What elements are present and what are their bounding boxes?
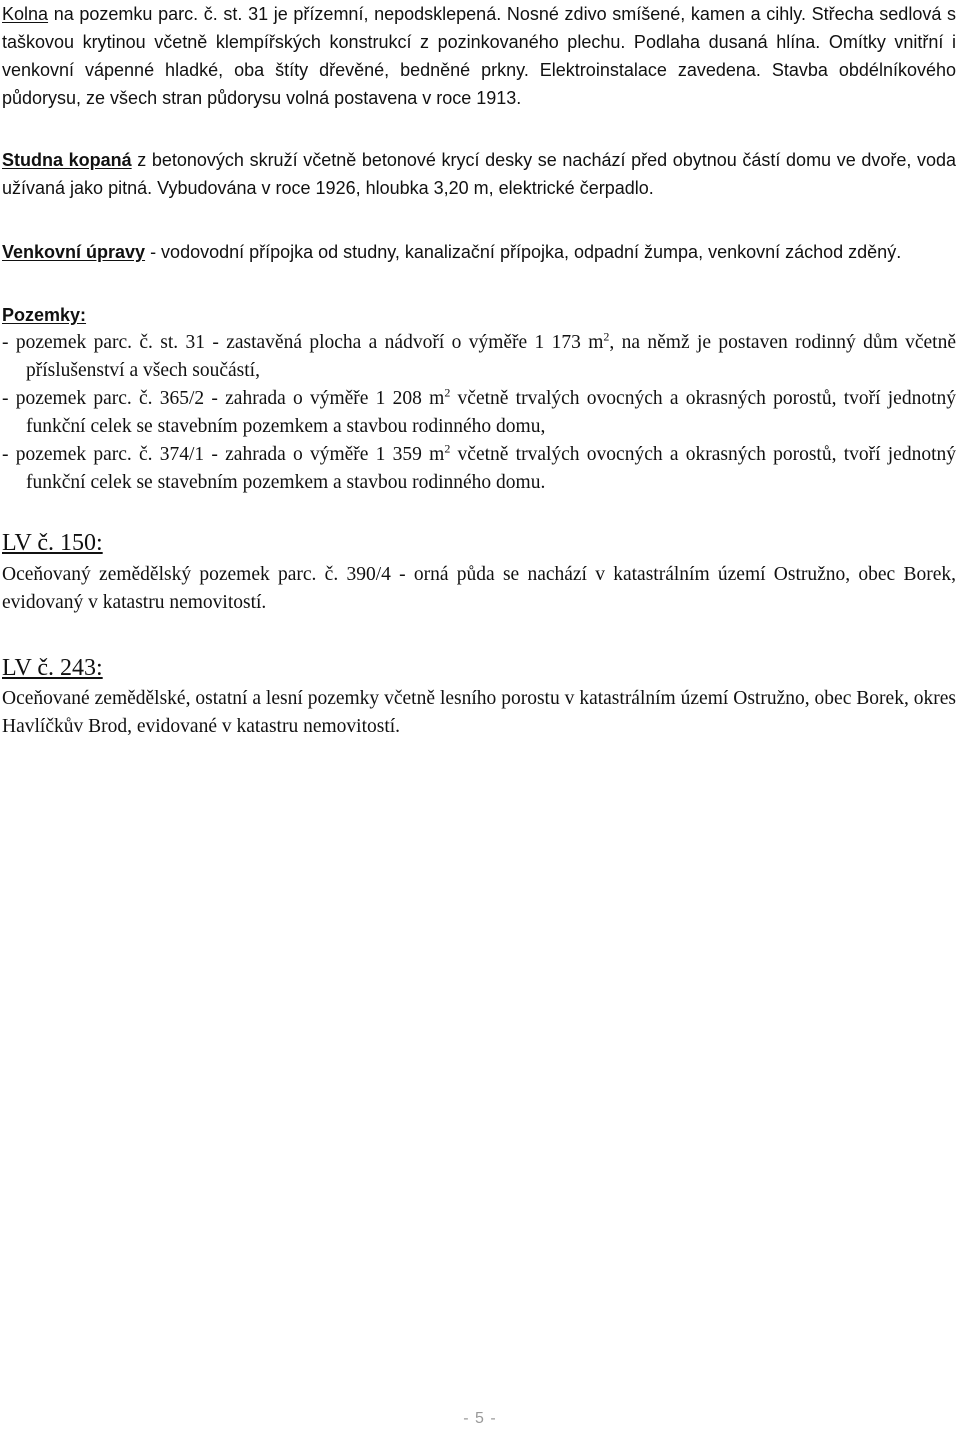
lv243-text: Oceňované zemědělské, ostatní a lesní pozemky včetně lesního porostu v katastrálním území Ostružno, obec Borek, okres Havlíčkův Brod, evidované v katastru nemovitostí. [2, 688, 956, 737]
list-item-sup: 2 [444, 385, 451, 400]
list-item [2, 385, 956, 441]
list-item-sup: 2 [603, 329, 610, 344]
studna-text-2: Vybudována v roce 1926, hloubka 3,20 m, elektrické čerpadlo. [152, 178, 654, 198]
kolna-text: na pozemku parc. č. st. 31 je přízemní, nepodsklepená. Nosné zdivo smíšené, kamen a cihly. Střecha sedlová s taškovou krytinou včetně klempířských konstrukcí z pozinkovaného plechu. Podlaha dusaná hlína. Omítky vnitřní i venkovní vápenné hladké, oba štíty dřevěné, bedněné prkny. Elektroinstalace zavedena. [2, 4, 956, 80]
lv150-heading: LV č. 150: [2, 530, 103, 556]
upravy-label: Venkovní úpravy [2, 242, 146, 262]
list-item-text: - pozemek parc. č. st. 31 - zastavěná plocha a nádvoří o výměře 1 173 m [2, 332, 604, 353]
upravy-paragraph [2, 238, 956, 266]
kolna-paragraph [2, 0, 956, 112]
page-number: - 5 - [463, 1410, 497, 1427]
lv150-text: Oceňovaný zemědělský pozemek parc. č. 390/4 - orná půda se nachází v katastrálním území Ostružno, obec Borek, evidovaný v katastru nemovitostí. [2, 564, 956, 613]
studna-label: Studna kopaná [2, 150, 132, 170]
studna-paragraph [2, 146, 956, 202]
list-item-text-after: včetně trvalých ovocných a okrasných porostů, tvoří jednotný funkční celek se stavebním pozemkem a stavbou rodinného domu. [26, 444, 956, 493]
pozemky-heading: Pozemky: [2, 305, 87, 325]
list-item [2, 329, 956, 385]
kolna-text-2: Stavba obdélníkového půdorysu, ze všech stran půdorysu volná postavena v roce 1913. [2, 60, 956, 108]
upravy-text: - vodovodní přípojka od studny, kanalizační přípojka, odpadní žumpa, venkovní záchod zděný. [145, 242, 902, 262]
list-item-text: - pozemek parc. č. 374/1 - zahrada o výměře 1 359 m [2, 444, 445, 465]
list-item-text: - pozemek parc. č. 365/2 - zahrada o výměře 1 208 m [2, 388, 445, 409]
list-item-text-after: , na němž je postaven rodinný dům včetně příslušenství a všech součástí, [26, 332, 956, 381]
list-item [2, 441, 956, 497]
lv243-heading: LV č. 243: [2, 655, 103, 681]
list-item-sup: 2 [444, 441, 451, 456]
list-item-text-after: včetně trvalých ovocných a okrasných porostů, tvoří jednotný funkční celek se stavebním pozemkem a stavbou rodinného domu, [26, 388, 956, 437]
kolna-label: Kolna [2, 4, 49, 24]
studna-text: z betonových skruží včetně betonové krycí desky se nachází před obytnou částí domu ve dvoře, voda užívaná jako pitná. [2, 150, 956, 198]
pozemky-list [2, 329, 956, 497]
